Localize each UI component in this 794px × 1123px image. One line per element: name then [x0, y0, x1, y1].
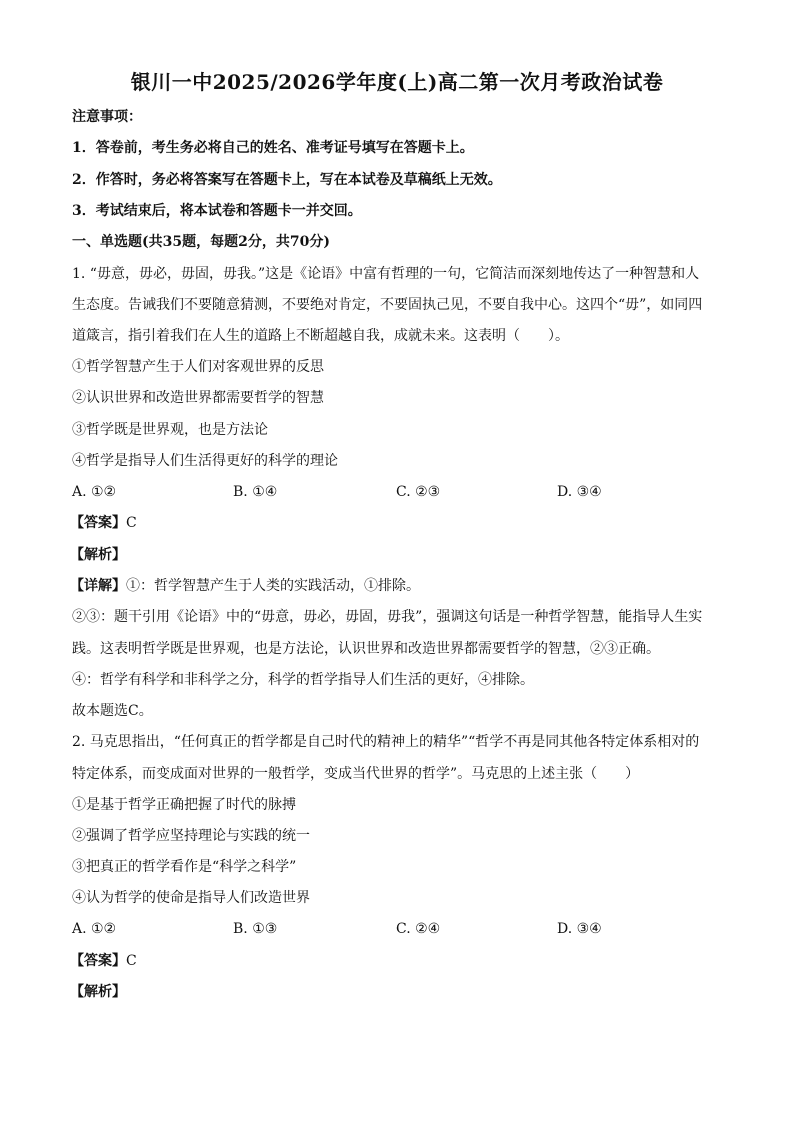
- q2-answer-value: C: [126, 953, 137, 969]
- note-item-3: 3．考试结束后，将本试卷和答题卡一并交回。: [72, 203, 362, 219]
- q2-statement-3: ③把真正的哲学看作是“科学之科学”: [72, 859, 297, 875]
- q1-detail-line-1: [70, 576, 734, 596]
- q1-detail-text-1: ①：哲学智慧产生于人类的实践活动，①排除。: [126, 578, 420, 594]
- q1-stem-line-1: 1. “毋意，毋必，毋固，毋我。”这是《论语》中富有哲理的一句，它简洁而深刻地传达了一种智慧和人: [72, 266, 700, 282]
- note-item-1: 1．答卷前，考生务必将自己的姓名、准考证号填写在答题卡上。: [72, 140, 474, 156]
- q1-option-a: A. ①②: [72, 484, 117, 500]
- q1-option-d: D. ③④: [557, 484, 602, 500]
- notes-heading: 注意事项：: [72, 109, 142, 125]
- q2-answer-tag: 【答案】: [70, 953, 126, 969]
- q1-option-b: B. ①④: [233, 484, 278, 500]
- q1-statement-2: ②认识世界和改造世界都需要哲学的智慧: [72, 390, 324, 406]
- q2-option-d: D. ③④: [557, 921, 602, 937]
- q1-statement-1: ①哲学智慧产生于人们对客观世界的反思: [72, 359, 324, 375]
- section-heading: 一、单选题(共35题，每题2分，共70分): [72, 234, 330, 250]
- q1-detail-line-2: ②③：题干引用《论语》中的“毋意，毋必，毋固，毋我”，强调这句话是一种哲学智慧，能指导人生实: [72, 609, 703, 625]
- q1-stem-line-2: 生态度。告诫我们不要随意猜测，不要绝对肯定，不要固执己见，不要自我中心。这四个“毋”，如同四: [72, 297, 703, 313]
- q1-detail-line-5: 故本题选C。: [72, 703, 153, 719]
- q1-stem-line-3: 道箴言，指引着我们在人生的道路上不断超越自我，成就未来。这表明（ ）。: [72, 328, 569, 344]
- note-item-2: 2．作答时，务必将答案写在答题卡上，写在本试卷及草稿纸上无效。: [72, 172, 502, 188]
- q2-analysis-tag: 【解析】: [70, 984, 126, 1000]
- q2-option-b: B. ①③: [233, 921, 278, 937]
- q2-answer: [70, 951, 734, 971]
- q1-statement-3: ③哲学既是世界观，也是方法论: [72, 422, 268, 438]
- q2-option-a: A. ①②: [72, 921, 117, 937]
- q2-statement-1: ①是基于哲学正确把握了时代的脉搏: [72, 797, 296, 813]
- q1-answer-tag: 【答案】: [70, 515, 126, 531]
- q1-answer-value: C: [126, 515, 137, 531]
- q1-option-c: C. ②③: [396, 484, 441, 500]
- q2-stem-line-1: 2. 马克思指出，“任何真正的哲学都是自己时代的精神上的精华”“哲学不再是同其他各特定体系相对的: [72, 734, 700, 750]
- q2-statement-4: ④认为哲学的使命是指导人们改造世界: [72, 890, 310, 906]
- q1-detail-line-4: ④：哲学有科学和非科学之分，科学的哲学指导人们生活的更好，④排除。: [72, 672, 534, 688]
- q2-option-c: C. ②④: [396, 921, 441, 937]
- q1-detail-tag: 【详解】: [70, 578, 126, 594]
- q2-stem-line-2: 特定体系，而变成面对世界的一般哲学，变成当代世界的哲学”。马克思的上述主张（ ）: [72, 766, 640, 782]
- q1-analysis-tag: 【解析】: [70, 547, 126, 563]
- page-title: 银川一中2025/2026学年度(上)高二第一次月考政治试卷: [130, 70, 664, 94]
- q1-statement-4: ④哲学是指导人们生活得更好的科学的理论: [72, 453, 338, 469]
- q1-detail-line-3: 践。这表明哲学既是世界观，也是方法论，认识世界和改造世界都需要哲学的智慧，②③正确。: [72, 641, 660, 657]
- q1-answer: [70, 513, 734, 533]
- q2-statement-2: ②强调了哲学应坚持理论与实践的统一: [72, 828, 310, 844]
